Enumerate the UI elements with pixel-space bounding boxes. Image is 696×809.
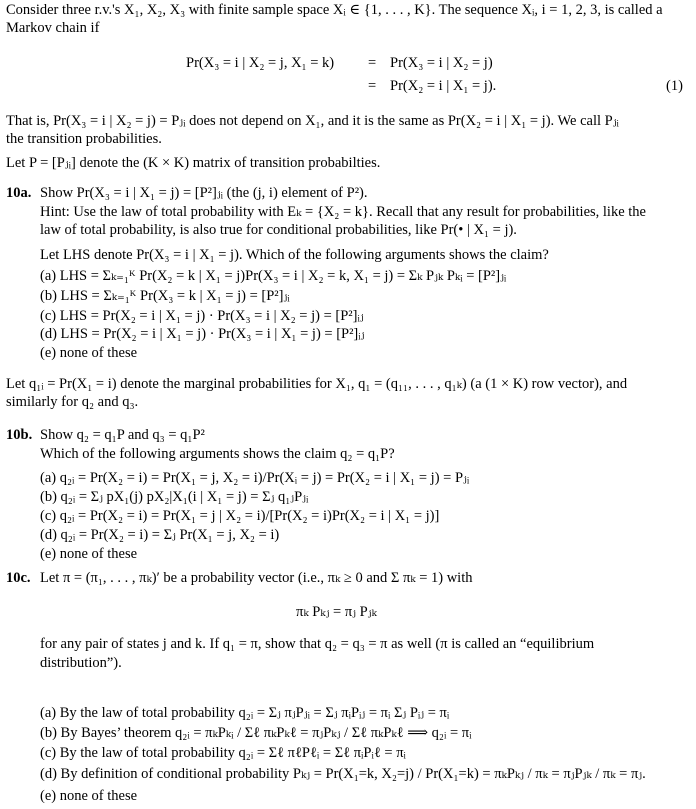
question-10b-prompt: Which of the following arguments shows the claim q₂ = q₁P? (40, 446, 395, 462)
question-10b-label: 10b. (6, 427, 33, 443)
intro-line-2: Markov chain if (6, 20, 100, 36)
question-10c-after-2: distribution”). (40, 655, 122, 671)
intro-after-line-2: the transition probabilities. (6, 131, 162, 147)
question-10a-prompt: Let LHS denote Pr(X₃ = i | X₁ = j). Which of the following arguments shows the claim? (40, 247, 549, 263)
equation-2-rhs: Pr(X₂ = i | X₁ = j). (390, 78, 497, 94)
question-10c-option-a[interactable]: (a) By the law of total probability q₂ᵢ = Σⱼ πⱼPⱼᵢ = Σⱼ πᵢPᵢⱼ = πᵢ Σⱼ Pᵢⱼ = πᵢ (40, 705, 450, 721)
question-10a-option-b[interactable]: (b) LHS = Σₖ₌₁ᴷ Pr(X₃ = k | X₁ = j) = [P²]ⱼᵢ (40, 288, 290, 304)
question-10b-option-b[interactable]: (b) q₂ᵢ = Σⱼ pX₁(j) pX₂|X₁(i | X₁ = j) = Σⱼ q₁ⱼPⱼᵢ (40, 489, 309, 505)
equation-2-operator: = (368, 78, 377, 94)
question-10a-hint-2: law of total probability, is also true for conditional probabilities, like Pr(• | X₁ = j). (40, 222, 517, 238)
marginal-line-2: similarly for q₂ and q₃. (6, 394, 139, 410)
matrix-definition: Let P = [Pⱼᵢ] denote the (K × K) matrix of transition probabilties. (6, 155, 381, 171)
question-10c-after-1: for any pair of states j and k. If q₁ = π, show that q₂ = q₃ = π as well (π is called an “equilibrium (40, 636, 595, 652)
marginal-line-1: Let q₁ᵢ = Pr(X₁ = i) denote the marginal probabilities for X₁, q₁ = (q₁₁, . . . , q₁ₖ) (a (1 × K) row vector), and (6, 376, 628, 392)
question-10a-stem: Show Pr(X₃ = i | X₁ = j) = [P²]ⱼᵢ (the (j, i) element of P²). (40, 185, 368, 201)
question-10c-option-d[interactable]: (d) By definition of conditional probability Pₖⱼ = Pr(X₁=k, X₂=j) / Pr(X₁=k) = πₖPₖⱼ / πₖ = πⱼPⱼₖ / πₖ = πⱼ. (40, 766, 646, 782)
question-10a-label: 10a. (6, 185, 32, 201)
question-10c-label: 10c. (6, 570, 31, 586)
question-10b-option-c[interactable]: (c) q₂ᵢ = Pr(X₂ = i) = Pr(X₁ = j | X₂ = i)/[Pr(X₂ = i)Pr(X₂ = i | X₁ = j)] (40, 508, 440, 524)
intro-after-line-1: That is, Pr(X₃ = i | X₂ = j) = Pⱼᵢ does not depend on X₁, and it is the same as Pr(X₂ = i | X₁ = j). We call Pⱼᵢ (6, 113, 619, 129)
question-10b-option-d[interactable]: (d) q₂ᵢ = Pr(X₂ = i) = Σⱼ Pr(X₁ = j, X₂ = i) (40, 527, 280, 543)
question-10b-stem: Show q₂ = q₁P and q₃ = q₁P² (40, 427, 205, 443)
intro-line-1: Consider three r.v.'s X₁, X₂, X₃ with finite sample space Xᵢ ∈ {1, . . . , K}. The sequence Xᵢ, i = 1, 2, 3, is called a (6, 2, 663, 18)
question-10a-option-d[interactable]: (d) LHS = Pr(X₂ = i | X₁ = j) · Pr(X₃ = i | X₁ = j) = [P²]ᵢⱼ (40, 326, 365, 342)
question-10a-option-e[interactable]: (e) none of these (40, 345, 138, 361)
equation-1-operator: = (368, 55, 377, 71)
equation-1-rhs: Pr(X₃ = i | X₂ = j) (390, 55, 493, 71)
question-10c-option-e[interactable]: (e) none of these (40, 788, 138, 804)
question-10c-option-b[interactable]: (b) By Bayes’ theorem q₂ᵢ = πₖPₖᵢ / Σℓ πₖPₖℓ = πⱼPₖⱼ / Σℓ πₖPₖℓ ⟹ q₂ᵢ = πᵢ (40, 725, 472, 741)
question-10c-equation: πₖ Pₖⱼ = πⱼ Pⱼₖ (296, 604, 377, 620)
question-10c-stem: Let π = (π₁, . . . , πₖ)′ be a probability vector (i.e., πₖ ≥ 0 and Σ πₖ = 1) with (40, 570, 473, 586)
question-10a-option-a[interactable]: (a) LHS = Σₖ₌₁ᴷ Pr(X₂ = k | X₁ = j)Pr(X₃ = i | X₂ = k, X₁ = j) = Σₖ Pⱼₖ Pₖᵢ = [P²]ⱼᵢ (40, 268, 507, 284)
question-10b-option-a[interactable]: (a) q₂ᵢ = Pr(X₂ = i) = Pr(X₁ = j, X₂ = i)/Pr(Xᵢ = j) = Pr(X₂ = i | X₁ = j) = Pⱼᵢ (40, 470, 470, 486)
question-10a-option-c[interactable]: (c) LHS = Pr(X₂ = i | X₁ = j) · Pr(X₃ = i | X₂ = j) = [P²]ᵢⱼ (40, 308, 364, 324)
equation-1-lhs: Pr(X₃ = i | X₂ = j, X₁ = k) (186, 55, 335, 71)
question-10b-option-e[interactable]: (e) none of these (40, 546, 138, 562)
question-10c-option-c[interactable]: (c) By the law of total probability q₂ᵢ = Σℓ πℓPℓᵢ = Σℓ πᵢPᵢℓ = πᵢ (40, 745, 406, 761)
equation-number: (1) (666, 78, 683, 94)
question-10a-hint-1: Hint: Use the law of total probability with Eₖ = {X₂ = k}. Recall that any result for probabilities, like the (40, 204, 646, 220)
